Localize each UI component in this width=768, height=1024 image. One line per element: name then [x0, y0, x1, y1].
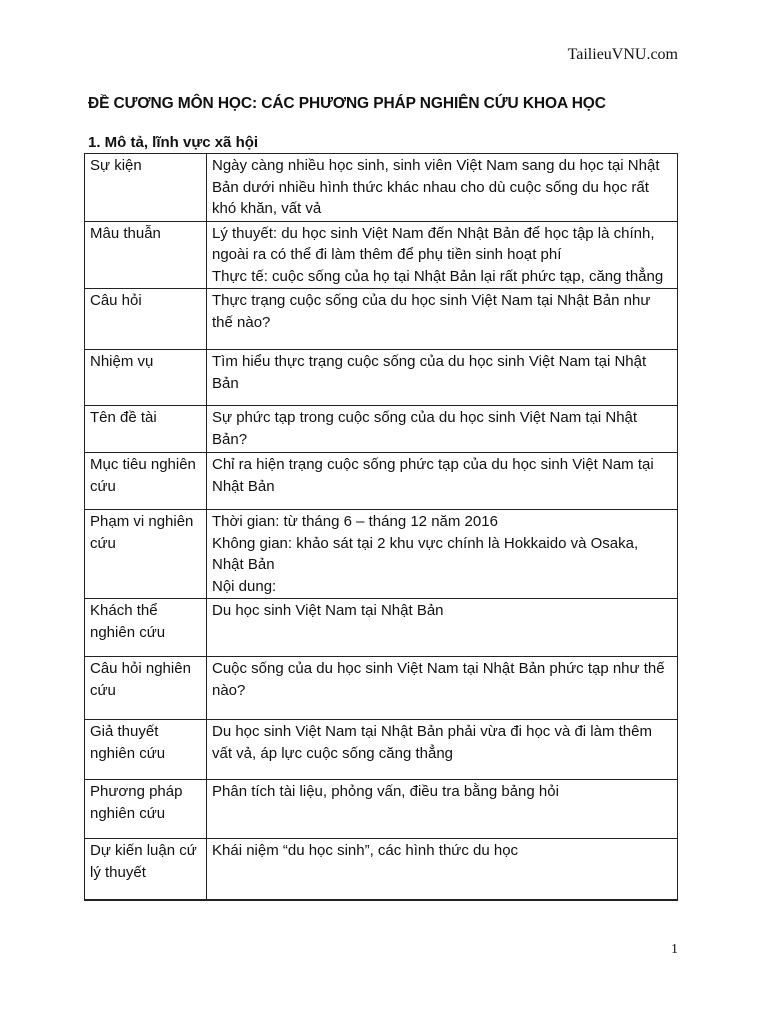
content-line: Sự phức tạp trong cuộc sống của du học sinh Việt Nam tại Nhật Bản? [212, 409, 638, 448]
content-line: Nội dung: [212, 577, 277, 595]
row-content [207, 453, 678, 510]
section-heading: 1. Mô tả, lĩnh vực xã hội [88, 134, 259, 151]
table-row [85, 510, 678, 599]
row-label: Dự kiến luận cứ lý thuyết [85, 839, 207, 900]
table-row [85, 350, 678, 406]
row-content [207, 154, 678, 222]
row-content [207, 657, 678, 720]
content-line: Chỉ ra hiện trạng cuộc sống phức tạp của du học sinh Việt Nam tại Nhật Bản [212, 456, 654, 495]
content-line: Phân tích tài liệu, phỏng vấn, điều tra bằng bảng hỏi [212, 783, 559, 800]
content-line: Thời gian: từ tháng 6 – tháng 12 năm 2016 [212, 513, 498, 530]
site-watermark: TailieuVNU.com [567, 46, 678, 63]
content-line: Ngày càng nhiều học sinh, sinh viên Việt Nam sang du học tại Nhật Bản dưới nhiều hình thức khác nhau cho dù cuộc sống du học rất khó khăn, vất vả [212, 157, 660, 217]
row-content [207, 406, 678, 453]
content-line: Không gian: khảo sát tại 2 khu vực chính là Hokkaido và Osaka, Nhật Bản [212, 534, 639, 573]
row-content [207, 599, 678, 657]
table-body [85, 154, 678, 900]
row-label: Mục tiêu nghiên cứu [85, 453, 207, 510]
row-label: Câu hỏi nghiên cứu [85, 657, 207, 720]
content-line: Tìm hiểu thực trạng cuộc sống của du học sinh Việt Nam tại Nhật Bản [212, 353, 647, 392]
row-label: Câu hỏi [85, 289, 207, 350]
row-content [207, 780, 678, 839]
row-content [207, 839, 678, 900]
row-label: Sự kiện [85, 154, 207, 222]
page-number: 1 [671, 942, 678, 957]
table-row [85, 453, 678, 510]
row-label: Giả thuyết nghiên cứu [85, 720, 207, 780]
row-content [207, 289, 678, 350]
content-line: Du học sinh Việt Nam tại Nhật Bản phải vừa đi học và đi làm thêm vất vả, áp lực cuộc sống căng thẳng [212, 723, 652, 762]
content-line: Khái niệm “du học sinh”, các hình thức du học [212, 842, 519, 859]
row-label: Phạm vi nghiên cứu [85, 510, 207, 599]
table-row [85, 780, 678, 839]
table-row [85, 221, 678, 289]
row-label: Khách thể nghiên cứu [85, 599, 207, 657]
table-row [85, 406, 678, 453]
table-row [85, 154, 678, 222]
content-line: Du học sinh Việt Nam tại Nhật Bản [212, 602, 444, 619]
research-outline-table [84, 153, 678, 901]
content-line: Lý thuyết: du học sinh Việt Nam đến Nhật Bản để học tập là chính, ngoài ra có thể đi làm thêm để phụ tiền sinh hoạt phí [212, 224, 655, 263]
row-label: Phương pháp nghiên cứu [85, 780, 207, 839]
table-row [85, 839, 678, 900]
row-label: Tên đề tài [85, 406, 207, 453]
table-row [85, 657, 678, 720]
content-line: Thực trạng cuộc sống của du học sinh Việt Nam tại Nhật Bản như thế nào? [212, 292, 651, 331]
content-line: Cuộc sống của du học sinh Việt Nam tại Nhật Bản phức tạp như thế nào? [212, 660, 665, 699]
row-label: Mâu thuẫn [85, 221, 207, 289]
table-row [85, 289, 678, 350]
row-content [207, 510, 678, 599]
row-content [207, 221, 678, 289]
row-content [207, 720, 678, 780]
document-title: ĐỀ CƯƠNG MÔN HỌC: CÁC PHƯƠNG PHÁP NGHIÊN CỨU KHOA HỌC [88, 95, 606, 112]
row-content [207, 350, 678, 406]
row-label: Nhiệm vụ [85, 350, 207, 406]
content-line: Thực tế: cuộc sống của họ tại Nhật Bản lại rất phức tạp, căng thẳng [212, 267, 664, 285]
table-row [85, 599, 678, 657]
table-row [85, 720, 678, 780]
